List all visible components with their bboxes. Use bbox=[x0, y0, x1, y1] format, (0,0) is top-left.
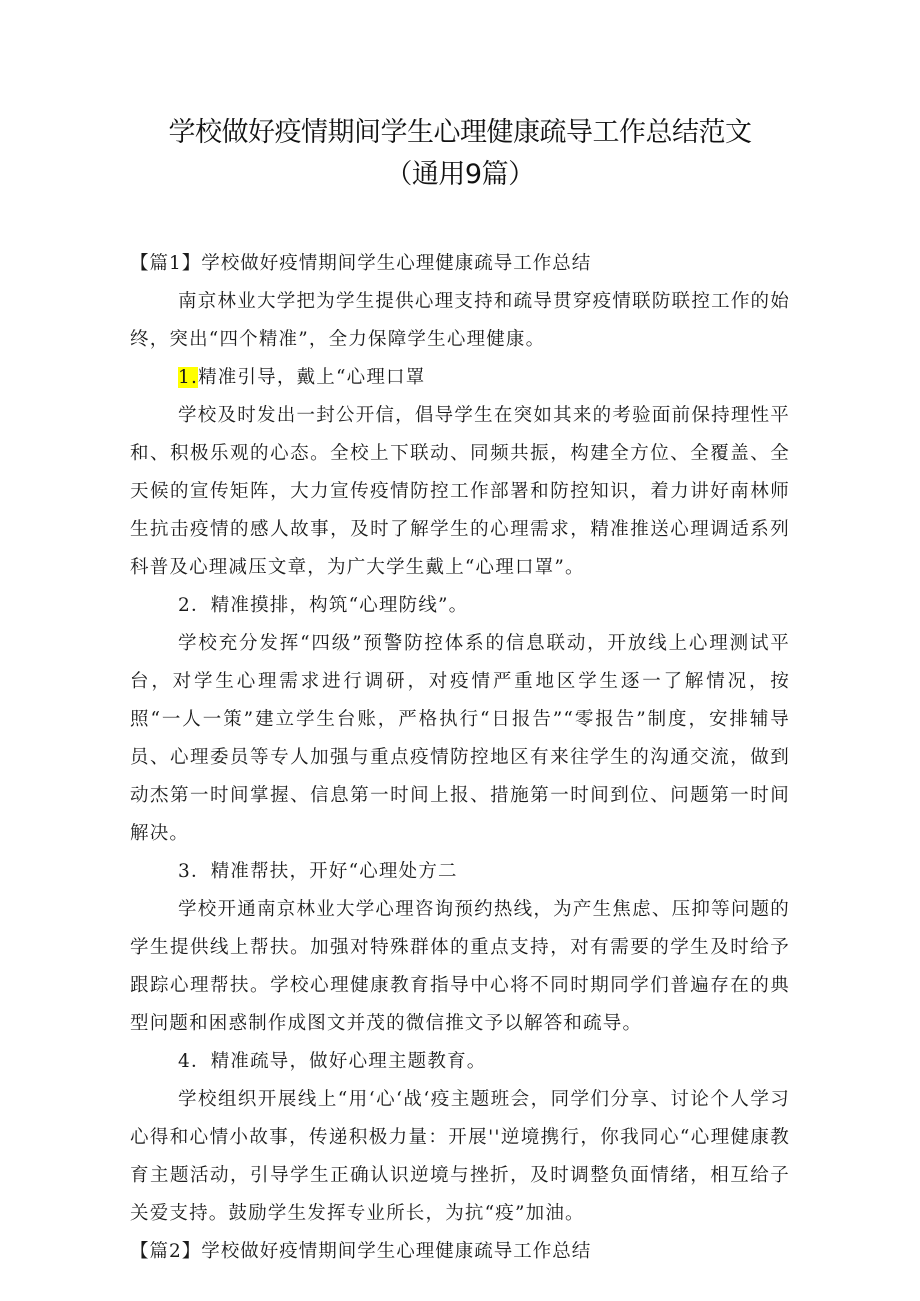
paragraph-4: 学校组织开展线上“用‘心‘战‘疫主题班会，同学们分享、讨论个人学习心得和心情小故事，传递积极力量：开展''逆境携行，你我同心“心理健康教育主题活动，引导学生正确认识逆境与挫折，及时调整负面情绪，相互给子关爱支持。鼓励学生发挥专业所长，为抗“疫”加油。 bbox=[130, 1089, 790, 1224]
list-item-3-heading: 3．精准帮扶，开好“心理处方二 bbox=[178, 861, 458, 882]
section-heading-1: 【篇1】学校做好疫情期间学生心理健康疏导工作总结 bbox=[130, 253, 592, 274]
list-item-1-heading bbox=[130, 359, 790, 397]
list-item-4-heading: 4．精准疏导，做好心理主题教育。 bbox=[178, 1051, 487, 1072]
highlighted-number: 1. bbox=[178, 367, 199, 388]
paragraph-intro: 南京林业大学把为学生提供心理支持和疏导贯穿疫情联防联控工作的始终，突出“四个精准”，全力保障学生心理健康。 bbox=[130, 291, 790, 350]
paragraph-1: 学校及时发出一封公开信，倡导学生在突如其来的考验面前保持理性平和、积极乐观的心态。全校上下联动、同频共振，构建全方位、全覆盖、全天候的宣传矩阵，大力宣传疫情防控工作部署和防控知识，着力讲好南林师生抗击疫情的感人故事，及时了解学生的心理需求，精准推送心理调适系列科普及心理减压文章，为广大学生戴上“心理口罩”。 bbox=[130, 405, 790, 578]
document-body bbox=[130, 245, 790, 1271]
paragraph-3: 学校开通南京林业大学心理咨询预约热线，为产生焦虑、压抑等问题的学生提供线上帮扶。加强对特殊群体的重点支持，对有需要的学生及时给予跟踪心理帮扶。学校心理健康教育指导中心将不同时期同学们普遍存在的典型问题和困惑制作成图文并茂的微信推文予以解答和疏导。 bbox=[130, 899, 790, 1034]
section-heading-2: 【篇2】学校做好疫情期间学生心理健康疏导工作总结 bbox=[130, 1241, 592, 1262]
paragraph-2: 学校充分发挥“四级”预警防控体系的信息联动，开放线上心理测试平台，对学生心理需求进行调研，对疫情严重地区学生逐一了解情况，按照“一人一策”建立学生台账，严格执行“日报告”“零报告”制度，安排辅导员、心理委员等专人加强与重点疫情防控地区有来往学生的沟通交流，做到动杰第一时间掌握、信息第一时间上报、措施第一时间到位、问题第一时间解决。 bbox=[130, 633, 790, 844]
list-item-2-heading: 2．精准摸排，构筑“心理防线”。 bbox=[178, 595, 469, 616]
list-item-1-text: 精准引导，戴上“心理口罩 bbox=[198, 367, 426, 388]
document-title: 学校做好疫情期间学生心理健康疏导工作总结范文（通用9篇） bbox=[168, 117, 752, 190]
